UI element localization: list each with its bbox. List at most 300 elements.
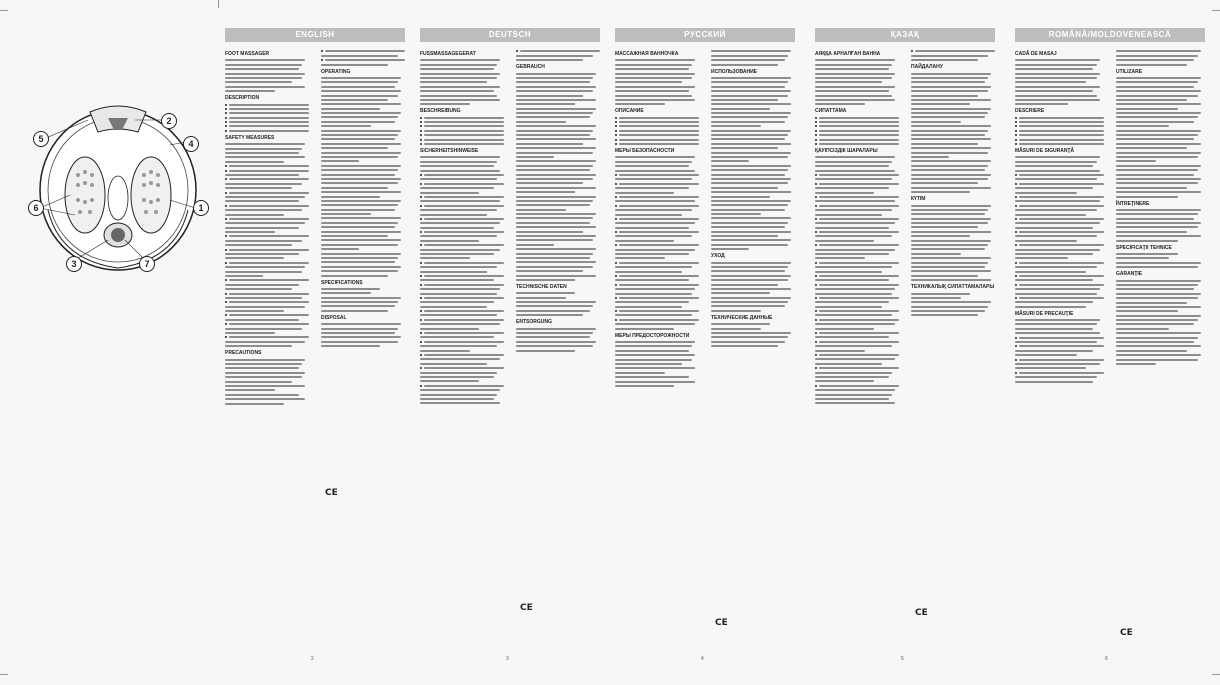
text-line [1015,341,1097,343]
text-line [1015,328,1093,330]
text-line [1116,116,1198,118]
text-line [1015,240,1077,242]
text-line [1015,323,1097,325]
text-line [225,253,299,255]
text-line [615,103,665,105]
text-line [225,297,302,299]
text-line [225,363,302,365]
text-line [225,271,302,273]
text-line [516,305,593,307]
text-line [225,59,305,61]
text-line [615,381,695,383]
text-line [815,367,899,369]
text-line [516,332,593,334]
text-line [711,130,791,132]
text-line [321,332,395,334]
text-line [615,222,695,224]
text-line [225,381,292,383]
text-line [321,178,401,180]
text-line [911,310,985,312]
text-line [1015,161,1097,163]
text-line [615,279,689,281]
text-line [321,323,401,325]
text-line [225,183,302,185]
text-line [516,152,593,154]
text-line [225,222,305,224]
section-title: FOOT MASSAGER [225,51,270,57]
text-line [1116,222,1201,224]
text-line [615,214,682,216]
text-line [420,314,497,316]
text-line [516,244,554,246]
text-line [1015,214,1086,216]
text-line [321,165,401,167]
text-line [225,235,309,237]
text-line [225,209,302,211]
text-line [615,130,699,132]
text-line [321,55,398,57]
text-line [815,187,889,189]
text-line [711,178,791,180]
text-line [615,68,689,70]
column-title: DEUTSCH [420,28,600,42]
text-line [225,214,284,216]
text-line [815,257,865,259]
section-title: ТЕХНИЧЕСКИЕ ДАННЫЕ [711,314,773,321]
callout-1: 1 [193,200,209,216]
text-line [815,214,882,216]
text-line [321,130,401,132]
text-line [911,253,961,255]
text-line [1015,218,1104,220]
text-line [420,231,504,233]
text-line [420,323,500,325]
text-line [1015,319,1100,321]
text-line [420,227,494,229]
text-line [615,231,699,233]
text-line [420,345,497,347]
text-line [225,301,309,303]
text-line [711,213,761,215]
text-line [1116,235,1201,237]
text-line [711,108,770,110]
text-line [615,240,674,242]
text-line [1116,280,1201,282]
text-line [1116,341,1194,343]
text-line [516,112,593,114]
text-line [1015,345,1104,347]
text-line [711,174,785,176]
text-line [516,257,590,259]
text-line [516,99,596,101]
text-line [1116,55,1198,57]
text-line [420,222,500,224]
text-line [225,143,305,145]
text-line [516,125,596,127]
text-line [815,121,899,123]
section-title: GARANŢIE [1116,271,1143,278]
text-line [815,117,899,119]
section-title: ОПИСАНИЕ [615,108,644,115]
text-line [911,231,991,233]
text-line [615,323,695,325]
text-line [615,275,699,277]
text-line [911,248,985,250]
text-line [1116,209,1201,211]
text-line [321,239,401,241]
text-line [321,95,398,97]
text-line [1015,231,1104,233]
text-line [1116,125,1169,127]
text-line [1015,174,1104,176]
section-title: SICHERHEITSHINWEISE [420,148,479,155]
text-line [615,249,695,251]
text-line [516,270,583,272]
text-line [711,55,788,57]
text-line [420,257,470,259]
text-line [911,226,978,228]
text-line [1116,77,1201,79]
text-line [815,244,899,246]
text-line [225,170,309,172]
text-line [420,214,487,216]
text-line [516,336,590,338]
text-line [420,275,504,277]
column-right-text [516,48,600,648]
text-line [1015,297,1104,299]
text-line [225,165,309,167]
text-line [1116,337,1198,339]
text-line [815,336,889,338]
section-title: MĂSURI DE SIGURANŢĂ [1015,148,1075,155]
text-line [321,121,395,123]
text-line [420,59,500,61]
text-line [420,389,500,391]
text-line [225,372,305,374]
text-line [1116,112,1201,114]
text-line [321,266,401,268]
text-line [1015,293,1097,295]
text-line [615,59,695,61]
text-line [711,50,791,52]
column-left-text [815,48,899,648]
text-line [1015,103,1068,105]
text-line [911,90,988,92]
text-line [615,77,692,79]
text-line [911,108,991,110]
text-line [711,64,778,66]
text-line [711,169,788,171]
text-line [815,266,892,268]
column-romana [1015,28,1205,668]
section-title: ТЕХНИКАЛЫҚ СИПАТТАМАЛАРЫ [911,284,995,291]
text-line [815,178,892,180]
text-line [911,213,985,215]
text-line [420,341,504,343]
text-line [911,301,991,303]
text-line [911,116,985,118]
text-line [711,310,761,312]
text-line [1015,227,1093,229]
text-line [321,116,398,118]
text-line [815,301,889,303]
text-line [711,196,770,198]
text-line [1015,196,1104,198]
text-line [321,59,405,61]
text-line [516,178,593,180]
text-line [615,86,695,88]
text-line [1015,262,1104,264]
text-line [1015,165,1093,167]
text-line [711,147,778,149]
text-line [1116,174,1194,176]
column-title: РУССКИЙ [615,28,795,42]
text-line [225,161,284,163]
text-line [225,112,309,114]
text-line [1015,288,1100,290]
text-line [1015,139,1104,141]
text-line [615,266,692,268]
text-line [1116,130,1201,132]
text-line [321,174,395,176]
text-line [711,191,791,193]
text-line [321,187,388,189]
text-line [815,125,899,127]
text-line [911,130,988,132]
text-line [225,262,309,264]
text-line [1015,306,1086,308]
text-line [225,205,309,207]
text-line [911,77,988,79]
column-left-text [1015,48,1104,648]
text-line [615,170,695,172]
text-line [225,319,299,321]
text-line [225,125,309,127]
callout-4: 4 [183,136,199,152]
text-line [1015,244,1104,246]
text-line [516,301,596,303]
text-line [615,73,695,75]
text-line [815,90,889,92]
column-left-text [225,48,309,648]
text-line [1015,376,1097,378]
column-right-text [711,48,795,648]
text-line [420,77,497,79]
text-line [1116,288,1194,290]
text-line [815,240,874,242]
text-line [420,205,504,207]
text-line [420,279,494,281]
text-line [1015,90,1093,92]
text-line [225,249,309,251]
text-line [615,90,689,92]
text-line [615,81,682,83]
text-line [711,204,788,206]
text-line [815,134,899,136]
text-line [711,266,788,268]
text-line [711,125,761,127]
section-title: МЕРЫ ПРЕДОСТОРОЖНОСТИ [615,332,690,339]
text-line [911,191,970,193]
section-title: FUSSMASSAGEGERAT [420,51,476,57]
text-line [420,376,494,378]
text-line [516,292,575,294]
text-line [711,270,785,272]
text-line [615,95,692,97]
text-line [911,73,991,75]
text-line [1116,257,1169,259]
text-line [1116,156,1198,158]
text-line [225,178,309,180]
text-line [815,174,899,176]
text-line [420,402,500,404]
text-line [225,240,302,242]
column-left-text [420,48,504,648]
text-line [225,367,299,369]
text-line [911,99,991,101]
text-line [321,99,388,101]
text-line [321,222,398,224]
text-line [321,328,398,330]
text-line [615,196,699,198]
text-line [420,332,504,334]
text-line [1015,253,1093,255]
text-line [321,152,401,154]
text-line [711,341,785,343]
text-line [420,244,504,246]
text-line [225,314,309,316]
text-line [420,398,494,400]
text-line [321,261,395,263]
text-line [420,372,497,374]
text-line [1116,147,1187,149]
text-line [225,196,305,198]
text-line [225,187,292,189]
text-line [321,310,388,312]
text-line [711,297,791,299]
text-line [711,305,785,307]
text-line [321,191,401,193]
text-line [711,262,791,264]
text-line [1116,86,1194,88]
text-line [420,165,494,167]
text-line [1116,59,1194,61]
text-line [711,209,785,211]
text-line [225,336,309,338]
text-line [615,143,699,145]
text-line [420,196,504,198]
text-line [615,161,692,163]
crop-mark [0,10,8,11]
text-line [1015,130,1104,132]
text-line [711,332,791,334]
text-line [225,244,292,246]
text-line [615,359,692,361]
text-line [321,226,395,228]
text-line [420,394,497,396]
section-title: АЯҚҚА АРНАЛҒАН ВАННА [815,51,881,57]
text-line [420,143,504,145]
text-line [615,235,692,237]
text-line [711,99,778,101]
text-line [615,293,692,295]
text-line [615,209,692,211]
text-line [911,222,988,224]
text-line [815,86,895,88]
text-line [420,319,504,321]
text-line [321,244,398,246]
text-line [516,314,583,316]
text-line [815,249,895,251]
text-line [420,301,494,303]
text-line [1015,200,1100,202]
text-line [420,240,479,242]
text-line [516,95,583,97]
column-english [225,28,405,668]
text-line [1015,121,1104,123]
text-line [815,165,889,167]
text-line [516,297,566,299]
crop-mark [0,674,8,675]
text-line [321,112,401,114]
text-line [516,350,575,352]
text-line [1116,302,1187,304]
text-line [225,218,309,220]
foot-massager-illustration [20,90,215,280]
text-line [1116,187,1187,189]
text-line [815,328,874,330]
text-line [1116,310,1178,312]
text-line [1015,77,1097,79]
text-line [420,121,504,123]
text-line [321,200,401,202]
text-line [711,152,791,154]
page-number: 4 [701,656,704,662]
text-line [911,95,978,97]
text-line [911,121,961,123]
column-kazakh [815,28,995,668]
text-line [1116,284,1198,286]
text-line [516,204,590,206]
text-line [615,328,674,330]
text-line [516,187,596,189]
text-line [225,279,309,281]
section-title: SAFETY MEASURES [225,134,275,141]
text-line [615,205,699,207]
text-line [1015,359,1104,361]
text-line [815,183,899,185]
text-line [420,266,497,268]
section-title: МАССАЖНАЯ ВАННОЧКА [615,51,679,57]
text-line [911,244,988,246]
text-line [711,217,791,219]
text-line [815,81,882,83]
text-line [615,156,695,158]
text-line [1015,156,1100,158]
column-title: ENGLISH [225,28,405,42]
text-line [225,328,302,330]
text-line [1116,253,1178,255]
text-line [815,323,895,325]
column-russian [615,28,795,668]
text-line [420,235,497,237]
text-line [615,363,682,365]
text-line [711,222,788,224]
text-line [516,134,590,136]
text-line [516,279,575,281]
text-line [225,86,305,88]
text-line [420,380,479,382]
